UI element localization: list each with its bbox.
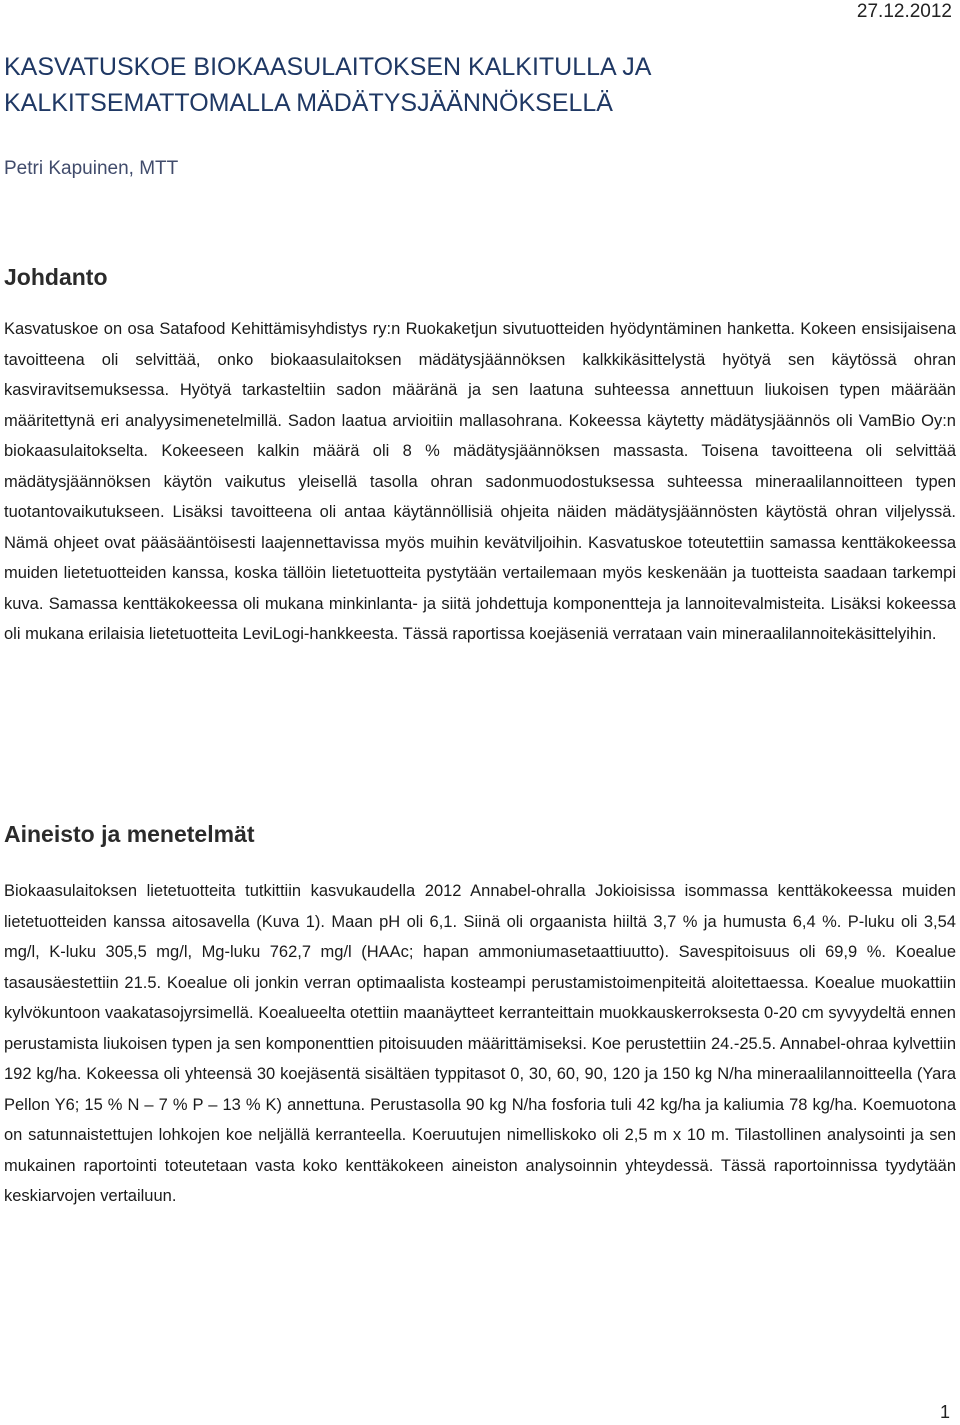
section-heading-methods: Aineisto ja menetelmät xyxy=(4,821,255,847)
document-date: 27.12.2012 xyxy=(856,1,952,22)
methods-paragraph: Biokaasulaitoksen lietetuotteita tutkittiin kasvukaudella 2012 Annabel-ohralla Jokioisissa isommassa kenttäkokeessa muiden lietetuotteiden kanssa aitosavella (Kuva 1). Maan pH oli 6,1. Siinä oli orgaanista hiiltä 3,7 % ja humusta 6,4 %. P-luku oli 3,54 mg/l, K-luku 305,5 mg/l, Mg-luku 762,7 mg/l (HAAc; hapan ammoniumasetaattiuutto). Savespitoisuus oli 69,9 %. Koealue tasausäestettiin 21.5. Koealue oli jonkin verran optimaalista kosteampi perustamistoimenpiteitä aloitettaessa. Koealue muokattiin kylvökuntoon vaakatasojyrsimellä. Koealueelta otettiin maanäytteet kerranteittain muokkauskerroksesta 0-20 cm syvyydeltä ennen perustamista liukoisen typen ja sen komponenttien pitoisuuden määrittämiseksi. Koe perustettiin 24.-25.5. Annabel-ohraa kylvettiin 192 kg/ha. Kokeessa oli yhteensä 30 koejäsentä sisältäen typpitasot 0, 30, 60, 90, 120 ja 150 kg N/ha mineraalilannoitteella (Yara Pellon Y6; 15 % N – 7 % P – 13 % K) annettuna. Perustasolla 90 kg N/ha fosforia tuli 42 kg/ha ja kaliumia 78 kg/ha. Koemuotona on satunnaistettujen lohkojen koe neljällä kerranteella. Koeruutujen nimelliskoko oli 2,5 m x 10 m. Tilastollinen analysointi ja sen mukainen raportointi toteutetaan vasta koko kenttäkokeen aineiston analysoinnin yhteydessä. Tässä raportoinnissa tyydytään keskiarvojen vertailuun. xyxy=(4,882,956,1205)
document-author: Petri Kapuinen, MTT xyxy=(4,158,179,179)
introduction-paragraph: Kasvatuskoe on osa Satafood Kehittämisyhdistys ry:n Ruokaketjun sivutuotteiden hyödyntäminen hanketta. Kokeen ensisijaisena tavoitteena oli selvittää, onko biokaasulaitoksen mädätysjäännöksen kalkkikäsittelystä hyötyä sen käytössä ohran kasviravitsemuksessa. Hyötyä tarkasteltiin sadon määränä ja sen laatuna suhteessa annettuun liukoisen typen määrään määritettynä eri analyysimenetelmillä. Sadon laatua arvioitiin mallasohrana. Kokeessa käytetty mädätysjäännös oli VamBio Oy:n biokaasulaitokselta. Kokeeseen kalkin määrä oli 8 % mädätysjäännöksen massasta. Toisena tavoitteena oli selvittää mädätysjäännöksen käytön vaikutus yleisellä tasolla ohran sadonmuodostuksessa suhteessa mineraalilannoitteen typen tuotantovaikutukseen. Lisäksi tavoitteena oli antaa käytännöllisiä ohjeita näiden mädätysjäännösten käytöstä ohran viljelyssä. Nämä ohjeet ovat pääsääntöisesti laajennettavissa myös muihin kevätviljoihin. Kasvatuskoe toteutettiin samassa kenttäkokeessa muiden lietetuotteiden kanssa, koska tällöin lietetuotteita pystytään vertailemaan myös keskenään ja tuotteista saadaan tarkempi kuva. Samassa kenttäkokeessa oli mukana minkinlanta- ja siitä johdettuja komponentteja ja lannoitevalmisteita. Lisäksi kokeessa oli mukana erilaisia lietetuotteita LeviLogi-hankkeesta. Tässä raportissa koejäseniä verrataan vain mineraalilannoitekäsittelyihin. xyxy=(4,320,956,643)
section-heading-introduction: Johdanto xyxy=(4,264,108,290)
page-number: 1 xyxy=(939,1402,950,1422)
document-title: KASVATUSKOE BIOKAASULAITOKSEN KALKITULLA JA KALKITSEMATTOMALLA MÄDÄTYSJÄÄNNÖKSELLÄ xyxy=(4,53,651,117)
